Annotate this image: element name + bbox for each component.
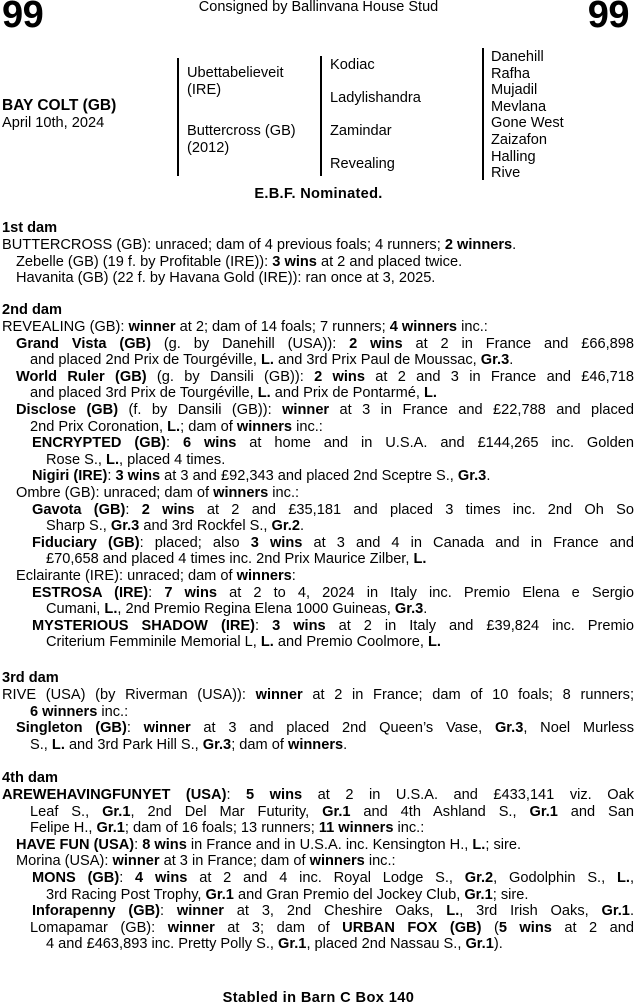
text-segment: HAVE FUN (USA) <box>16 836 135 853</box>
bold-segment: Gr.1 <box>102 803 131 820</box>
text-segment: Gr.3 <box>494 720 524 737</box>
pedigree-line <box>16 270 634 287</box>
pedigree-line <box>16 485 634 502</box>
bold-segment: (g. by Dansili (GB)): <box>146 368 315 385</box>
text-segment: winner <box>143 720 191 737</box>
text-segment: L. <box>446 903 460 920</box>
pedigree-gen4: Halling <box>491 149 536 165</box>
bold-segment: at 2 and £35,181 and placed 3 times inc. 2nd Oh So <box>194 501 635 518</box>
text-segment: and Premio Coolmore, <box>273 634 428 651</box>
text-segment: Zebelle (GB) (19 f. by Profitable (IRE)): <box>16 253 273 270</box>
lot-number-left: 99 <box>2 0 44 36</box>
foaling-date: April 10th, 2024 <box>2 115 105 131</box>
bold-segment: : <box>226 787 247 803</box>
text-segment: 3 wins <box>272 617 326 634</box>
text-segment: REVEALING (GB): <box>2 319 129 335</box>
pedigree-line <box>16 853 634 870</box>
text-segment: ; dam of <box>180 418 237 435</box>
text-segment: at 2 and placed twice. <box>316 253 463 270</box>
bold-segment: Gr.1 <box>529 803 558 820</box>
text-segment: 3 wins <box>250 534 303 551</box>
bold-segment: : <box>125 501 142 518</box>
text-segment: . <box>423 601 428 618</box>
pedigree-line <box>16 369 634 386</box>
text-segment: L. <box>472 836 486 853</box>
text-segment: 4 wins <box>135 870 188 886</box>
bold-segment: 2 winners <box>444 237 513 253</box>
text-segment: 3 wins <box>115 468 161 485</box>
pedigree-line <box>32 468 634 485</box>
pedigree-line <box>16 720 634 737</box>
text-segment: and 4th Ashland S., <box>350 803 530 820</box>
text-segment: . <box>512 237 517 253</box>
pedigree-gen4: Rive <box>491 165 521 181</box>
pedigree-bracket <box>177 58 179 176</box>
consignor: Consigned by Ballinvana House Stud <box>198 0 439 15</box>
text-segment: Felipe H., <box>30 820 97 837</box>
bold-segment: at 2 and 4 inc. Royal Lodge S., <box>187 870 465 886</box>
pedigree-line <box>32 903 634 920</box>
bold-segment: winners <box>287 736 344 753</box>
pedigree-line <box>30 820 634 837</box>
pedigree-gen4: Zaizafon <box>491 132 547 148</box>
text-segment: Leaf S., <box>30 803 103 820</box>
text-segment: £70,658 and placed 4 times inc. 2nd Prix Maurice Zilber, <box>46 551 414 568</box>
bold-segment: : <box>148 584 165 601</box>
bold-segment: : <box>119 870 136 886</box>
text-segment: 2nd Prix Coronation, <box>30 418 168 435</box>
pedigree-line <box>46 936 634 953</box>
pedigree-line <box>16 568 634 585</box>
pedigree-line <box>30 419 634 436</box>
bold-segment: Gr.1 <box>464 886 493 903</box>
text-segment: 5 wins <box>246 787 303 803</box>
bold-segment: L. <box>424 385 437 402</box>
section-heading-4th-dam: 4th dam <box>2 770 58 786</box>
bold-segment: 11 winners <box>318 820 394 837</box>
pedigree-bracket <box>482 48 484 180</box>
text-segment: at 2 and <box>551 919 634 936</box>
bold-segment: at 3, 2nd Cheshire Oaks, <box>223 903 447 920</box>
bold-segment: Gr.3 <box>110 518 140 535</box>
bold-segment: : <box>134 836 143 853</box>
pedigree-gen3: Zamindar <box>330 123 392 139</box>
text-segment: Rose S., <box>46 451 107 468</box>
text-segment: and Gran Premio del Jockey Club, <box>233 886 465 903</box>
text-segment: BUTTERCROSS (GB): unraced; dam of 4 previous foals; 4 runners; <box>2 237 445 253</box>
text-segment: inc.: <box>364 853 396 870</box>
text-segment: and San <box>557 803 635 820</box>
text-segment: , 2nd Premio Regina Elena 1000 Guineas, <box>117 601 395 618</box>
pedigree-line <box>32 535 634 552</box>
text-segment: and Prix de Pontarmé, <box>270 385 425 402</box>
bold-segment: L. <box>260 634 274 651</box>
pedigree-line <box>30 804 634 821</box>
bold-segment: L. <box>428 634 441 651</box>
bold-segment: at 3 and 4 in Canada and in France and <box>302 534 635 551</box>
text-segment: Lomapamar (GB): <box>30 919 168 936</box>
bold-segment: 4 winners <box>389 319 458 335</box>
section-heading-3rd-dam: 3rd dam <box>2 670 59 686</box>
text-segment: and 3rd Park Hill S., <box>64 736 203 753</box>
pedigree-gen4: Rafha <box>491 66 530 82</box>
text-segment: , 2nd Del Mar Futurity, <box>130 803 323 820</box>
bold-segment: winner <box>128 319 176 335</box>
text-segment: ( <box>481 919 499 936</box>
text-segment: inc.: <box>268 485 300 501</box>
text-segment: ; dam of 16 foals; 13 runners; <box>124 820 319 837</box>
text-segment: ; dam of <box>231 736 288 753</box>
pedigree-line <box>30 385 634 402</box>
bold-segment: at 3 and £92,343 and placed 2nd Sceptre S., <box>160 468 458 485</box>
text-segment: , placed 4 times. <box>119 451 226 468</box>
text-segment: MONS (GB) <box>32 870 120 886</box>
bold-segment: Gr.1 <box>278 936 307 953</box>
bold-segment: Gr.1 <box>465 936 494 953</box>
bold-segment: at 2 and 3 in France and £46,718 <box>364 368 634 385</box>
bold-segment: L. <box>51 736 65 753</box>
text-segment: . <box>509 352 514 369</box>
text-segment: Eclairante (IRE): unraced; dam of <box>16 568 237 584</box>
pedigree-line <box>46 634 634 651</box>
pedigree-gen4: Danehill <box>491 49 544 65</box>
bold-segment: : placed; also <box>139 534 251 551</box>
pedigree-bracket <box>320 56 322 176</box>
bold-segment: at 3 in France and £22,788 and placed <box>329 402 634 418</box>
text-segment: ; sire. <box>492 886 529 903</box>
bold-segment: inc.: <box>97 703 129 720</box>
text-segment: ENCRYPTED (GB) <box>32 435 166 452</box>
text-segment: Disclose (GB) <box>16 402 119 418</box>
bold-segment: winner <box>167 919 215 936</box>
bold-segment: at 2 in France and £66,898 <box>402 335 634 352</box>
text-segment: 3rd Racing Post Trophy, <box>46 886 206 903</box>
text-segment: ESTROSA (IRE) <box>32 584 149 601</box>
pedigree-line <box>2 687 634 704</box>
bold-segment: winners <box>309 853 365 870</box>
text-segment: Inforapenny (GB) <box>32 903 160 920</box>
text-segment: Ombre (GB): unraced; dam of <box>16 485 214 501</box>
text-segment: S., <box>30 736 52 753</box>
bold-segment: : <box>159 903 177 920</box>
bold-segment: Gr.1 <box>322 803 351 820</box>
pedigree-line <box>16 254 634 271</box>
text-segment: : <box>291 568 296 584</box>
bold-segment: 5 wins <box>498 919 552 936</box>
lot-number-right: 99 <box>587 0 629 36</box>
bold-segment: in France and in U.S.A. inc. Kensington H., <box>186 836 473 853</box>
text-segment: Gavota (GB) <box>32 501 126 518</box>
bold-segment: : <box>126 720 144 737</box>
text-segment: . <box>299 518 305 535</box>
text-segment: AREWEHAVINGFUNYET (USA) <box>2 787 227 803</box>
pedigree-line <box>2 237 634 254</box>
bold-segment: L. <box>167 418 181 435</box>
pedigree-line <box>2 787 634 804</box>
text-segment: Nigiri (IRE) <box>32 468 108 485</box>
bold-segment: at home and in U.S.A. and £144,265 inc. Golden <box>236 435 634 452</box>
pedigree-gen4: Gone West <box>491 115 564 131</box>
dam-year: (2012) <box>187 140 230 156</box>
horse-description: BAY COLT (GB) <box>2 97 117 114</box>
text-segment: 6 wins <box>182 435 237 452</box>
bold-segment: 3 wins <box>272 253 317 270</box>
pedigree-line <box>30 704 634 721</box>
pedigree-line <box>30 352 634 369</box>
text-segment: ). <box>493 936 503 953</box>
bold-segment: winners <box>213 485 269 501</box>
bold-segment: . <box>486 468 491 485</box>
pedigree-line <box>32 435 634 452</box>
text-segment: . <box>343 736 348 753</box>
text-segment: at 2; dam of 14 foals; 7 runners; <box>175 319 390 335</box>
bold-segment: Gr.1 <box>205 886 234 903</box>
text-segment: and 3rd Rockfel S., <box>139 518 272 535</box>
pedigree-line <box>32 585 634 602</box>
text-segment: 4 and £463,893 inc. Pretty Polly S., <box>46 936 279 953</box>
sire-name: Ubettabelieveit <box>187 65 284 81</box>
bold-segment: Gr.1 <box>96 820 125 837</box>
pedigree-gen3: Revealing <box>330 156 395 172</box>
text-segment: inc.: <box>457 319 488 335</box>
bold-segment: at 2 in U.S.A. and £433,141 viz. Oak <box>302 787 634 803</box>
text-segment: winner <box>282 402 330 418</box>
text-segment: at 3; dam of <box>214 919 343 936</box>
bold-segment: (f. by Dansili (GB)): <box>118 402 283 418</box>
pedigree-line <box>32 870 634 887</box>
text-segment: Gr.3 <box>457 468 487 485</box>
text-segment: World Ruler (GB) <box>16 368 147 385</box>
text-segment: 2 wins <box>349 335 403 352</box>
pedigree-line <box>32 502 634 519</box>
section-heading-1st-dam: 1st dam <box>2 220 58 236</box>
dam-name: Buttercross (GB) <box>187 123 296 139</box>
bold-segment: : <box>255 617 273 634</box>
bold-segment: at 2 in Italy and £39,824 inc. Premio <box>325 617 635 634</box>
bold-segment: Gr.3 <box>480 352 510 369</box>
text-segment: 6 winners <box>30 703 98 720</box>
text-segment: and 3rd Prix Paul de Moussac, <box>273 352 481 369</box>
text-segment: 2 wins <box>141 501 195 518</box>
bold-segment: winner <box>255 687 303 703</box>
text-segment: winner <box>176 903 224 920</box>
pedigree-line <box>46 452 634 469</box>
section-heading-2nd-dam: 2nd dam <box>2 302 63 318</box>
stabling-info: Stabled in Barn C Box 140 <box>222 990 415 1006</box>
bold-segment: . <box>629 903 634 920</box>
bold-segment: , Godolphin S., <box>493 870 617 886</box>
text-segment: and placed 2nd Prix de Tourgéville, <box>30 352 261 369</box>
bold-segment: winner <box>112 853 160 870</box>
bold-segment: at 3 and placed 2nd Queen’s Vase, <box>190 720 495 737</box>
text-segment: and placed 3rd Prix de Tourgéville, <box>30 385 258 402</box>
bold-segment: L. <box>257 385 271 402</box>
pedigree-line <box>46 551 634 568</box>
pedigree-line <box>46 518 634 535</box>
text-segment: MYSTERIOUS SHADOW (IRE) <box>32 617 256 634</box>
bold-segment: winners <box>236 568 292 584</box>
text-segment: Cumani, <box>46 601 105 618</box>
bold-segment: L. <box>413 551 427 568</box>
pedigree-line <box>46 887 634 904</box>
bold-segment: L. <box>106 451 120 468</box>
bold-segment: Gr.3 <box>394 601 424 618</box>
text-segment: Gr.1 <box>601 903 630 920</box>
bold-segment: , <box>629 870 634 886</box>
text-segment: Havanita (GB) (22 f. by Havana Gold (IRE)): ran once at 3, 2025. <box>16 270 436 287</box>
bold-segment: , 3rd Irish Oaks, <box>459 903 602 920</box>
text-segment: Fiduciary (GB) <box>32 534 140 551</box>
bold-segment: : <box>165 435 183 452</box>
text-segment: 7 wins <box>164 584 217 601</box>
bold-segment: ; sire. <box>485 836 522 853</box>
pedigree-line <box>16 402 634 419</box>
ebf-nomination: E.B.F. Nominated. <box>254 186 383 202</box>
text-segment: at 2 in France; dam of 10 foals; 8 runners; <box>302 687 634 703</box>
bold-segment: Gr.2 <box>271 518 300 535</box>
bold-segment: winners <box>236 418 293 435</box>
pedigree-line <box>16 837 634 854</box>
pedigree-line <box>30 737 634 754</box>
text-segment: L. <box>616 870 630 886</box>
bold-segment: (g. by Danehill (USA)): <box>150 335 350 352</box>
text-segment: 8 wins <box>142 836 187 853</box>
text-segment: inc.: <box>292 418 323 435</box>
text-segment: , placed 2nd Nassau S., <box>306 936 466 953</box>
bold-segment: at 2 to 4, 2024 in Italy inc. Premio Elena e Sergio <box>217 584 635 601</box>
text-segment: Gr.2 <box>464 870 494 886</box>
bold-segment: Gr.3 <box>202 736 232 753</box>
pedigree-gen4: Mujadil <box>491 82 538 98</box>
text-segment: inc.: <box>393 820 425 837</box>
text-segment: Morina (USA): <box>16 853 113 870</box>
pedigree-line <box>2 319 634 336</box>
pedigree-line <box>46 601 634 618</box>
pedigree-line <box>30 920 634 937</box>
pedigree-gen3: Ladylishandra <box>330 90 421 106</box>
text-segment: Sharp S., <box>46 518 111 535</box>
bold-segment: , Noel Murless <box>523 720 635 737</box>
bold-segment: L. <box>104 601 118 618</box>
text-segment: Grand Vista (GB) <box>16 335 151 352</box>
text-segment: Criterium Femminile Memorial L, <box>46 634 261 651</box>
text-segment: Singleton (GB) <box>16 720 127 737</box>
sire-origin: (IRE) <box>187 82 222 98</box>
text-segment: RIVE (USA) (by Riverman (USA)): <box>2 687 256 703</box>
bold-segment: URBAN FOX (GB) <box>342 919 482 936</box>
bold-segment: : <box>107 468 116 485</box>
bold-segment: L. <box>260 352 274 369</box>
pedigree-gen4: Mevlana <box>491 99 547 115</box>
text-segment: at 3 in France; dam of <box>159 853 310 870</box>
pedigree-line <box>16 336 634 353</box>
pedigree-line <box>32 618 634 635</box>
pedigree-gen3: Kodiac <box>330 57 375 73</box>
text-segment: 2 wins <box>314 368 365 385</box>
